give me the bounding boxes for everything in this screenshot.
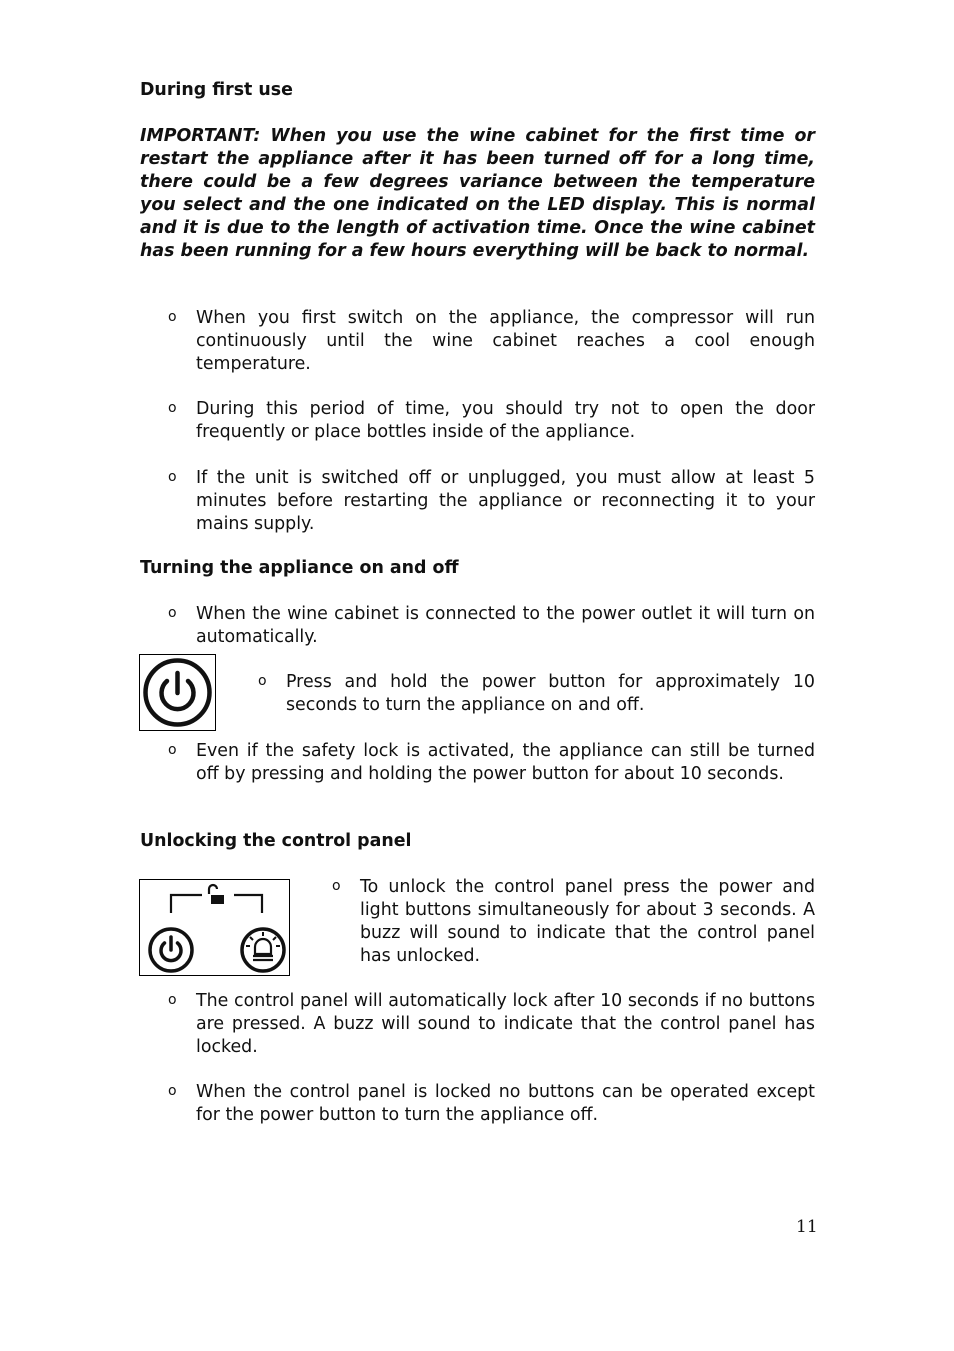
bullet-glyph: o [258, 673, 267, 689]
control-panel-figure [139, 879, 290, 976]
bullet-glyph: o [168, 1083, 177, 1099]
bullet-glyph: o [168, 469, 177, 485]
bullet-glyph: o [168, 992, 177, 1008]
power-button-figure [139, 654, 216, 731]
bullet-glyph: o [168, 309, 177, 325]
section-heading-unlock: Unlocking the control panel [140, 831, 412, 851]
power-button-icon [140, 655, 215, 730]
bullet-glyph: o [168, 400, 177, 416]
bullet-glyph: o [332, 878, 341, 894]
section-heading-on-off: Turning the appliance on and off [140, 558, 459, 578]
important-notice: IMPORTANT: When you use the wine cabinet for the first time or restart the appliance after it has been turned off for a long time, there could be a few degrees variance between the temperature you select and the one indicated on the LED display. This is normal and it is due to the length of activation time. Once the wine cabinet has been running for a few hours everything will be back to normal. [140, 126, 815, 261]
power-button-icon [150, 929, 192, 971]
bullet-glyph: o [168, 605, 177, 621]
unlock-padlock-icon [209, 885, 224, 904]
bullet-glyph: o [168, 742, 177, 758]
light-button-icon [242, 929, 284, 971]
section-heading-first-use: During first use [140, 80, 293, 100]
page-number: 11 [796, 1217, 818, 1237]
